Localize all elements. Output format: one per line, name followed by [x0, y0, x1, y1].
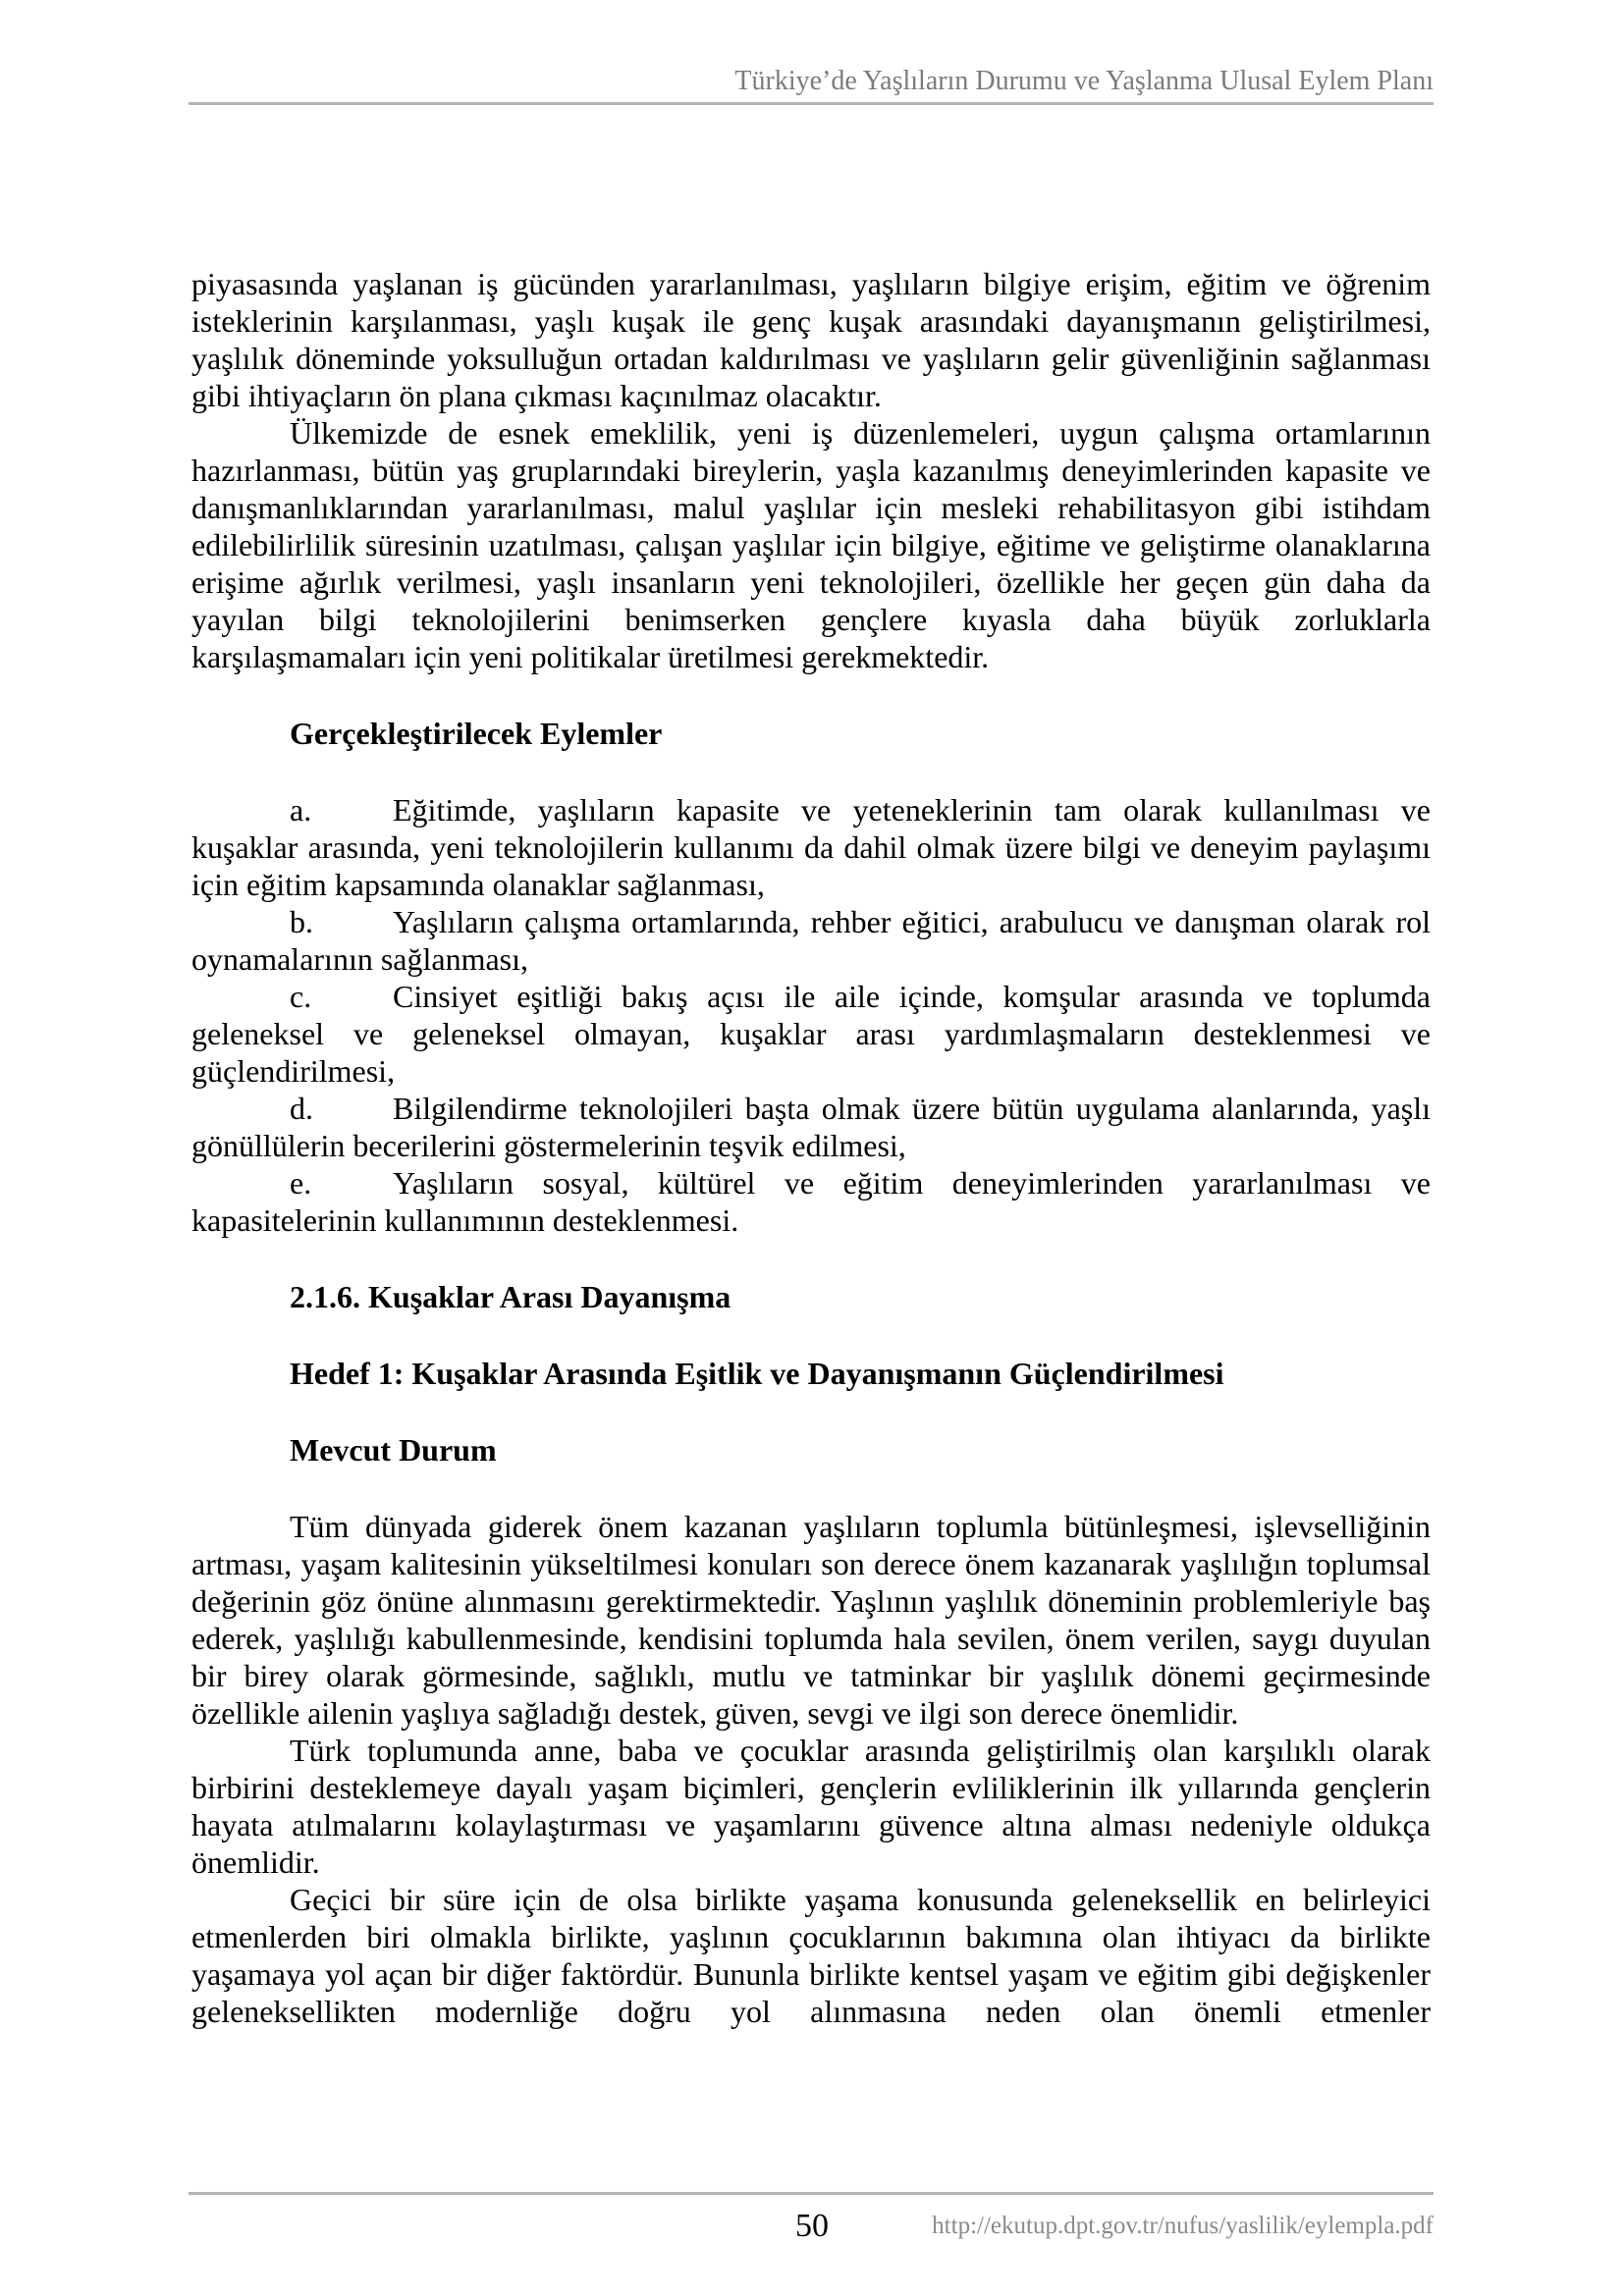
list-item-c: [191, 978, 1431, 1090]
list-item-d: [191, 1090, 1431, 1164]
paragraph-gecici: Geçici bir süre için de olsa birlikte yaşama konusunda geleneksellik en belirleyici etmenlerden biri olmakla birlikte, yaşlının çocuklarının bakımına olan ihtiyacı da birlikte yaşamaya yol açan bir diğer faktördür. Bununla birlikte kentsel yaşam ve eğitim gibi değişkenler geleneksellikten modernliğe doğru yol alınmasına neden olan önemli etmenler: [191, 1882, 1431, 2029]
heading-hedef-1: Hedef 1: Kuşaklar Arasında Eşitlik ve Dayanışmanın Güçlendirilmesi: [290, 1356, 1224, 1391]
list-marker-b: b.: [290, 904, 313, 939]
footer-divider: [189, 2192, 1434, 2195]
list-marker-e: e.: [290, 1165, 312, 1201]
list-item-b: [191, 903, 1431, 978]
list-marker-a: a.: [290, 792, 312, 828]
page-number: 50: [795, 2208, 829, 2244]
paragraph-turk-toplumunda: Türk toplumunda anne, baba ve çocuklar arasında geliştirilmiş olan karşılıklı olarak birbirini desteklemeye dayalı yaşam biçimleri, gençlerin evliliklerinin ilk yıllarında gençlerin hayata atılmalarını kolaylaştırması ve yaşamlarını güvence altına alması nedeniyle oldukça önemlidir.: [191, 1733, 1431, 1880]
list-item-a-text: Eğitimde, yaşlıların kapasite ve yeteneklerinin tam olarak kullanılması ve kuşaklar arasında, yeni teknolojilerin kullanımı da dahil olmak üzere bilgi ve deneyim paylaşımı için eğitim kapsamında olanaklar sağlanması,: [191, 792, 1431, 902]
list-item-b-text: Yaşlıların çalışma ortamlarında, rehber eğitici, arabulucu ve danışman olarak rol oynamalarının sağlanması,: [191, 904, 1431, 977]
running-header-title: Türkiye’de Yaşlıların Durumu ve Yaşlanma Ulusal Eylem Planı: [734, 66, 1434, 96]
footer-source-url: http://ekutup.dpt.gov.tr/nufus/yaslilik/eylempla.pdf: [932, 2213, 1434, 2239]
list-marker-d: d.: [290, 1091, 313, 1126]
list-item-c-text: Cinsiyet eşitliği bakış açısı ile aile içinde, komşular arasında ve toplumda geleneksel ve geleneksel olmayan, kuşaklar arası yardımlaşmaların desteklenmesi ve güçlendirilmesi,: [191, 979, 1431, 1089]
list-item-d-text: Bilgilendirme teknolojileri başta olmak üzere bütün uygulama alanlarında, yaşlı gönüllülerin becerilerini göstermelerinin teşvik edilmesi,: [191, 1091, 1431, 1163]
page-header: [189, 0, 1434, 105]
document-body: [191, 265, 1431, 2030]
list-item-e-text: Yaşlıların sosyal, kültürel ve eğitim deneyimlerinden yararlanılması ve kapasitelerinin kullanımının desteklenmesi.: [191, 1165, 1431, 1238]
heading-mevcut-durum: Mevcut Durum: [290, 1432, 497, 1468]
heading-2-1-6-kusaklar-arasi-dayanisma: 2.1.6. Kuşaklar Arası Dayanışma: [290, 1279, 731, 1314]
heading-gerceklestirilecek-eylemler: Gerçekleştirilecek Eylemler: [290, 716, 663, 751]
paragraph-continuation: piyasasında yaşlanan iş gücünden yararlanılması, yaşlıların bilgiye erişim, eğitim ve öğrenim isteklerinin karşılanması, yaşlı kuşak ile genç kuşak arasındaki dayanışmanın geliştirilmesi, yaşlılık döneminde yoksulluğun ortadan kaldırılması ve yaşlıların gelir güvenliğinin sağlanması gibi ihtiyaçların ön plana çıkması kaçınılmaz olacaktır.: [191, 266, 1431, 413]
paragraph-tum-dunyada: Tüm dünyada giderek önem kazanan yaşlıların toplumla bütünleşmesi, işlevselliğinin artması, yaşam kalitesinin yükseltilmesi konuları son derece önem kazanarak yaşlılığın toplumsal değerinin göz önüne alınmasını gerektirmektedir. Yaşlının yaşlılık döneminin problemleriyle baş ederek, yaşlılığı kabullenmesinde, kendisini toplumda hala sevilen, önem verilen, saygı duyulan bir birey olarak görmesinde, sağlıklı, mutlu ve tatminkar bir yaşlılık dönemi geçirmesinde özellikle ailenin yaşlıya sağladığı destek, güven, sevgi ve ilgi son derece önemlidir.: [191, 1509, 1431, 1731]
paragraph-ulkemizde: Ülkemizde de esnek emeklilik, yeni iş düzenlemeleri, uygun çalışma ortamlarının hazırlanması, bütün yaş gruplarındaki bireylerin, yaşla kazanılmış deneyimlerinden kapasite ve danışmanlıklarından yararlanılması, malul yaşlılar için mesleki rehabilitasyon gibi istihdam edilebilirlilik süresinin uzatılması, çalışan yaşlılar için bilgiye, eğitime ve geliştirme olanaklarına erişime ağırlık verilmesi, yaşlı insanların yeni teknolojileri, özellikle her geçen gün daha da yayılan bilgi teknolojilerini benimserken gençlere kıyasla daha büyük zorluklarla karşılaşmamaları için yeni politikalar üretilmesi gerekmektedir.: [191, 415, 1431, 674]
list-item-a: [191, 791, 1431, 903]
list-marker-c: c.: [290, 979, 312, 1014]
list-item-e: [191, 1164, 1431, 1239]
